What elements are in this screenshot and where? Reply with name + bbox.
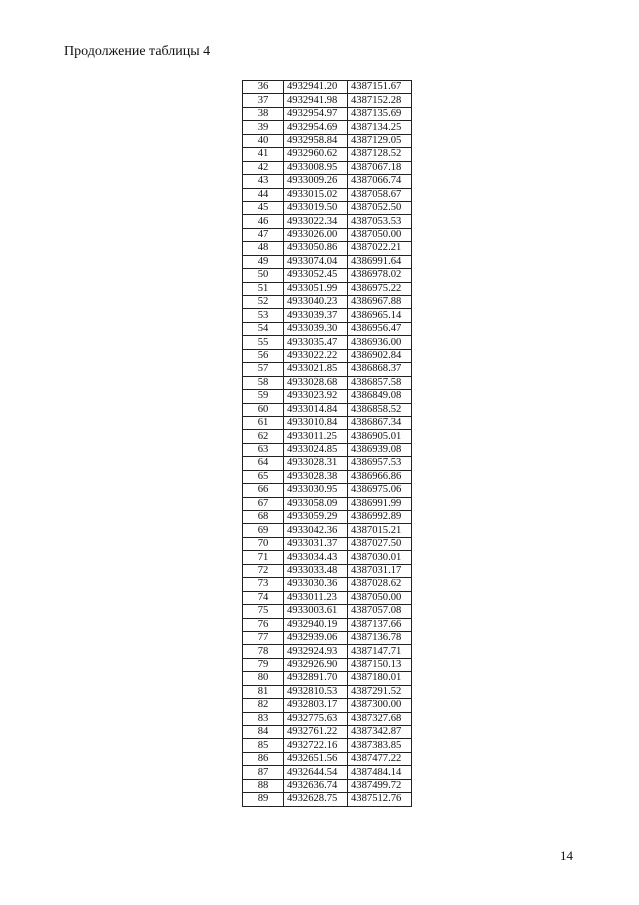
x-coordinate-cell: 4933052.45	[284, 269, 348, 282]
point-number-cell: 81	[243, 685, 284, 698]
point-number-cell: 63	[243, 443, 284, 456]
x-coordinate-cell: 4933050.86	[284, 242, 348, 255]
x-coordinate-cell: 4933030.36	[284, 578, 348, 591]
point-number-cell: 51	[243, 282, 284, 295]
x-coordinate-cell: 4933035.47	[284, 336, 348, 349]
point-number-cell: 77	[243, 631, 284, 644]
table-row	[243, 699, 412, 712]
coordinates-table	[242, 80, 412, 807]
x-coordinate-cell: 4933003.61	[284, 605, 348, 618]
y-coordinate-cell: 4386936.00	[348, 336, 412, 349]
x-coordinate-cell: 4932810.53	[284, 685, 348, 698]
x-coordinate-cell: 4932939.06	[284, 631, 348, 644]
x-coordinate-cell: 4932722.16	[284, 739, 348, 752]
y-coordinate-cell: 4387134.25	[348, 121, 412, 134]
x-coordinate-cell: 4933034.43	[284, 551, 348, 564]
point-number-cell: 83	[243, 712, 284, 725]
x-coordinate-cell: 4932761.22	[284, 726, 348, 739]
y-coordinate-cell: 4386939.08	[348, 443, 412, 456]
table-row	[243, 605, 412, 618]
table-row	[243, 309, 412, 322]
table-row	[243, 242, 412, 255]
point-number-cell: 49	[243, 255, 284, 268]
x-coordinate-cell: 4933024.85	[284, 443, 348, 456]
table-row	[243, 336, 412, 349]
table-row	[243, 524, 412, 537]
x-coordinate-cell: 4932775.63	[284, 712, 348, 725]
y-coordinate-cell: 4387180.01	[348, 672, 412, 685]
point-number-cell: 60	[243, 403, 284, 416]
point-number-cell: 76	[243, 618, 284, 631]
page-number: 14	[560, 848, 573, 863]
point-number-cell: 53	[243, 309, 284, 322]
x-coordinate-cell: 4932628.75	[284, 793, 348, 806]
x-coordinate-cell: 4932958.84	[284, 134, 348, 147]
y-coordinate-cell: 4386975.22	[348, 282, 412, 295]
x-coordinate-cell: 4933028.38	[284, 470, 348, 483]
point-number-cell: 50	[243, 269, 284, 282]
x-coordinate-cell: 4933010.84	[284, 416, 348, 429]
x-coordinate-cell: 4932960.62	[284, 148, 348, 161]
y-coordinate-cell: 4387058.67	[348, 188, 412, 201]
x-coordinate-cell: 4932954.97	[284, 107, 348, 120]
x-coordinate-cell: 4933022.34	[284, 215, 348, 228]
x-coordinate-cell: 4932924.93	[284, 645, 348, 658]
y-coordinate-cell: 4386868.37	[348, 363, 412, 376]
y-coordinate-cell: 4386867.34	[348, 416, 412, 429]
point-number-cell: 62	[243, 430, 284, 443]
table-row	[243, 752, 412, 765]
y-coordinate-cell: 4386905.01	[348, 430, 412, 443]
point-number-cell: 67	[243, 497, 284, 510]
point-number-cell: 42	[243, 161, 284, 174]
y-coordinate-cell: 4387291.52	[348, 685, 412, 698]
x-coordinate-cell: 4933011.23	[284, 591, 348, 604]
x-coordinate-cell: 4933042.36	[284, 524, 348, 537]
y-coordinate-cell: 4387050.00	[348, 228, 412, 241]
point-number-cell: 46	[243, 215, 284, 228]
point-number-cell: 52	[243, 296, 284, 309]
point-number-cell: 56	[243, 349, 284, 362]
point-number-cell: 82	[243, 699, 284, 712]
table-row	[243, 296, 412, 309]
table-row	[243, 322, 412, 335]
coordinates-table-body	[243, 81, 412, 807]
y-coordinate-cell: 4387152.28	[348, 94, 412, 107]
y-coordinate-cell: 4387057.08	[348, 605, 412, 618]
x-coordinate-cell: 4932940.19	[284, 618, 348, 631]
x-coordinate-cell: 4933011.25	[284, 430, 348, 443]
table-row	[243, 497, 412, 510]
point-number-cell: 72	[243, 564, 284, 577]
table-row	[243, 658, 412, 671]
table-row	[243, 201, 412, 214]
x-coordinate-cell: 4933023.92	[284, 390, 348, 403]
table-row	[243, 390, 412, 403]
point-number-cell: 80	[243, 672, 284, 685]
x-coordinate-cell: 4932926.90	[284, 658, 348, 671]
table-row	[243, 269, 412, 282]
point-number-cell: 73	[243, 578, 284, 591]
x-coordinate-cell: 4933008.95	[284, 161, 348, 174]
y-coordinate-cell: 4387052.50	[348, 201, 412, 214]
table-row	[243, 443, 412, 456]
x-coordinate-cell: 4933019.50	[284, 201, 348, 214]
point-number-cell: 75	[243, 605, 284, 618]
point-number-cell: 41	[243, 148, 284, 161]
point-number-cell: 38	[243, 107, 284, 120]
y-coordinate-cell: 4387027.50	[348, 537, 412, 550]
point-number-cell: 55	[243, 336, 284, 349]
x-coordinate-cell: 4933039.30	[284, 322, 348, 335]
x-coordinate-cell: 4933026.00	[284, 228, 348, 241]
point-number-cell: 48	[243, 242, 284, 255]
y-coordinate-cell: 4386849.08	[348, 390, 412, 403]
table-row	[243, 134, 412, 147]
y-coordinate-cell: 4387129.05	[348, 134, 412, 147]
point-number-cell: 71	[243, 551, 284, 564]
point-number-cell: 57	[243, 363, 284, 376]
y-coordinate-cell: 4386975.06	[348, 484, 412, 497]
table-row	[243, 618, 412, 631]
table-row	[243, 712, 412, 725]
table-row	[243, 188, 412, 201]
y-coordinate-cell: 4387135.69	[348, 107, 412, 120]
point-number-cell: 66	[243, 484, 284, 497]
x-coordinate-cell: 4933021.85	[284, 363, 348, 376]
y-coordinate-cell: 4387512.76	[348, 793, 412, 806]
table-row	[243, 551, 412, 564]
x-coordinate-cell: 4933015.02	[284, 188, 348, 201]
table-row	[243, 645, 412, 658]
point-number-cell: 44	[243, 188, 284, 201]
table-row	[243, 376, 412, 389]
y-coordinate-cell: 4387137.66	[348, 618, 412, 631]
point-number-cell: 64	[243, 457, 284, 470]
table-row	[243, 793, 412, 806]
x-coordinate-cell: 4933039.37	[284, 309, 348, 322]
x-coordinate-cell: 4932941.98	[284, 94, 348, 107]
y-coordinate-cell: 4387053.53	[348, 215, 412, 228]
table-row	[243, 282, 412, 295]
table-row	[243, 215, 412, 228]
table-row	[243, 416, 412, 429]
table-row	[243, 363, 412, 376]
point-number-cell: 43	[243, 175, 284, 188]
y-coordinate-cell: 4387031.17	[348, 564, 412, 577]
x-coordinate-cell: 4932803.17	[284, 699, 348, 712]
table-row	[243, 121, 412, 134]
table-row	[243, 470, 412, 483]
x-coordinate-cell: 4932891.70	[284, 672, 348, 685]
y-coordinate-cell: 4387066.74	[348, 175, 412, 188]
x-coordinate-cell: 4932636.74	[284, 779, 348, 792]
y-coordinate-cell: 4387499.72	[348, 779, 412, 792]
table-row	[243, 81, 412, 94]
y-coordinate-cell: 4386956.47	[348, 322, 412, 335]
x-coordinate-cell: 4933051.99	[284, 282, 348, 295]
point-number-cell: 45	[243, 201, 284, 214]
y-coordinate-cell: 4387067.18	[348, 161, 412, 174]
point-number-cell: 47	[243, 228, 284, 241]
y-coordinate-cell: 4386992.89	[348, 511, 412, 524]
point-number-cell: 54	[243, 322, 284, 335]
table-row	[243, 403, 412, 416]
point-number-cell: 65	[243, 470, 284, 483]
point-number-cell: 88	[243, 779, 284, 792]
point-number-cell: 89	[243, 793, 284, 806]
y-coordinate-cell: 4386966.86	[348, 470, 412, 483]
x-coordinate-cell: 4933028.68	[284, 376, 348, 389]
x-coordinate-cell: 4933074.04	[284, 255, 348, 268]
x-coordinate-cell: 4932941.20	[284, 81, 348, 94]
y-coordinate-cell: 4387030.01	[348, 551, 412, 564]
y-coordinate-cell: 4387477.22	[348, 752, 412, 765]
y-coordinate-cell: 4386967.88	[348, 296, 412, 309]
point-number-cell: 40	[243, 134, 284, 147]
table-row	[243, 349, 412, 362]
point-number-cell: 59	[243, 390, 284, 403]
point-number-cell: 68	[243, 511, 284, 524]
table-row	[243, 578, 412, 591]
y-coordinate-cell: 4387300.00	[348, 699, 412, 712]
table-caption: Продолжение таблицы 4	[64, 44, 211, 59]
point-number-cell: 85	[243, 739, 284, 752]
point-number-cell: 36	[243, 81, 284, 94]
x-coordinate-cell: 4932651.56	[284, 752, 348, 765]
point-number-cell: 87	[243, 766, 284, 779]
x-coordinate-cell: 4932954.69	[284, 121, 348, 134]
table-row	[243, 175, 412, 188]
x-coordinate-cell: 4933031.37	[284, 537, 348, 550]
y-coordinate-cell: 4387015.21	[348, 524, 412, 537]
table-row	[243, 739, 412, 752]
y-coordinate-cell: 4386858.52	[348, 403, 412, 416]
y-coordinate-cell: 4387327.68	[348, 712, 412, 725]
table-row	[243, 766, 412, 779]
table-row	[243, 564, 412, 577]
point-number-cell: 61	[243, 416, 284, 429]
y-coordinate-cell: 4386965.14	[348, 309, 412, 322]
table-row	[243, 94, 412, 107]
x-coordinate-cell: 4933009.26	[284, 175, 348, 188]
x-coordinate-cell: 4933014.84	[284, 403, 348, 416]
y-coordinate-cell: 4386991.99	[348, 497, 412, 510]
x-coordinate-cell: 4933058.09	[284, 497, 348, 510]
y-coordinate-cell: 4387028.62	[348, 578, 412, 591]
point-number-cell: 84	[243, 726, 284, 739]
y-coordinate-cell: 4387128.52	[348, 148, 412, 161]
table-row	[243, 537, 412, 550]
point-number-cell: 69	[243, 524, 284, 537]
y-coordinate-cell: 4386991.64	[348, 255, 412, 268]
table-row	[243, 430, 412, 443]
table-row	[243, 672, 412, 685]
table-row	[243, 631, 412, 644]
table-row	[243, 457, 412, 470]
y-coordinate-cell: 4386857.58	[348, 376, 412, 389]
y-coordinate-cell: 4386902.84	[348, 349, 412, 362]
y-coordinate-cell: 4386978.02	[348, 269, 412, 282]
point-number-cell: 74	[243, 591, 284, 604]
table-row	[243, 726, 412, 739]
y-coordinate-cell: 4386957.53	[348, 457, 412, 470]
x-coordinate-cell: 4933040.23	[284, 296, 348, 309]
table-row	[243, 591, 412, 604]
table-row	[243, 511, 412, 524]
table-row	[243, 685, 412, 698]
x-coordinate-cell: 4933028.31	[284, 457, 348, 470]
point-number-cell: 79	[243, 658, 284, 671]
point-number-cell: 86	[243, 752, 284, 765]
point-number-cell: 78	[243, 645, 284, 658]
x-coordinate-cell: 4933030.95	[284, 484, 348, 497]
y-coordinate-cell: 4387383.85	[348, 739, 412, 752]
point-number-cell: 70	[243, 537, 284, 550]
y-coordinate-cell: 4387484.14	[348, 766, 412, 779]
y-coordinate-cell: 4387136.78	[348, 631, 412, 644]
table-row	[243, 484, 412, 497]
table-row	[243, 148, 412, 161]
y-coordinate-cell: 4387342.87	[348, 726, 412, 739]
table-row	[243, 161, 412, 174]
y-coordinate-cell: 4387147.71	[348, 645, 412, 658]
point-number-cell: 39	[243, 121, 284, 134]
x-coordinate-cell: 4933059.29	[284, 511, 348, 524]
y-coordinate-cell: 4387050.00	[348, 591, 412, 604]
table-row	[243, 228, 412, 241]
point-number-cell: 37	[243, 94, 284, 107]
y-coordinate-cell: 4387151.67	[348, 81, 412, 94]
x-coordinate-cell: 4932644.54	[284, 766, 348, 779]
x-coordinate-cell: 4933022.22	[284, 349, 348, 362]
table-row	[243, 779, 412, 792]
y-coordinate-cell: 4387022.21	[348, 242, 412, 255]
x-coordinate-cell: 4933033.48	[284, 564, 348, 577]
point-number-cell: 58	[243, 376, 284, 389]
table-row	[243, 107, 412, 120]
table-row	[243, 255, 412, 268]
y-coordinate-cell: 4387150.13	[348, 658, 412, 671]
